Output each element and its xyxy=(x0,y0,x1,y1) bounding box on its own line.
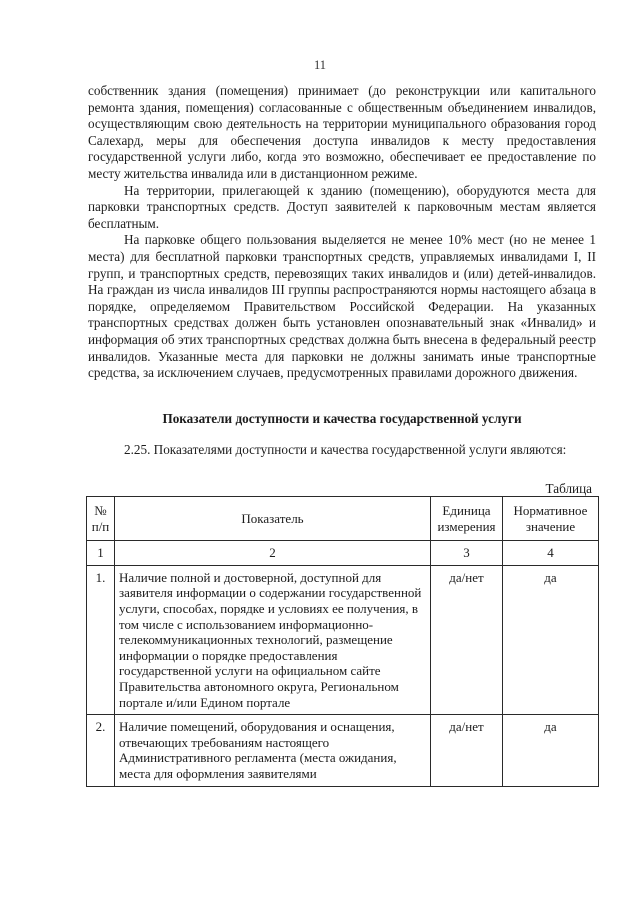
intro-paragraph: 2.25. Показателями доступности и качества государственной услуги являются: xyxy=(124,442,567,457)
header-indicator: Показатель xyxy=(115,497,431,541)
table-row xyxy=(87,715,599,786)
column-index-row xyxy=(87,541,599,566)
paragraph: собственник здания (помещения) принимает (до реконструкции или капитального ремонта здания, помещения) согласованные с общественным объединением инвалидов, осуществляющим свою деятельность на территории муниципального образования город Салехард, меры для обеспечения доступа инвалидов к месту предоставления государственной услуги либо, когда это возможно, обеспечивает ее предоставление по месту жительства инвалида или в дистанционном режиме. xyxy=(88,83,596,181)
row-number: 1. xyxy=(87,565,115,714)
row-unit: да/нет xyxy=(431,715,503,786)
header-num: № п/п xyxy=(87,497,115,541)
column-index: 2 xyxy=(115,541,431,566)
header-unit: Единица измерения xyxy=(431,497,503,541)
row-unit: да/нет xyxy=(431,565,503,714)
row-indicator: Наличие помещений, оборудования и оснащения, отвечающих требованиям настоящего Административного регламента (места ожидания, места для оформления заявителями xyxy=(115,715,431,786)
column-index: 3 xyxy=(431,541,503,566)
table-header-row xyxy=(87,497,599,541)
header-norm: Нормативное значение xyxy=(503,497,599,541)
column-index: 4 xyxy=(503,541,599,566)
indicators-table xyxy=(86,496,599,787)
row-indicator: Наличие полной и достоверной, доступной для заявителя информации о содержании государственной услуги, способах, порядке и условиях ее получения, в том числе с использованием информационно-телекоммуникационных технологий, размещение информации о порядке предоставления государственной услуги на официальном сайте Правительства автономного округа, Региональном портале и/или Едином портале xyxy=(115,565,431,714)
row-norm: да xyxy=(503,715,599,786)
column-index: 1 xyxy=(87,541,115,566)
page-number: 11 xyxy=(313,58,327,72)
paragraph: На парковке общего пользования выделяется не менее 10% мест (но не менее 1 места) для бесплатной парковки транспортных средств, управляемых инвалидами I, II групп, и транспортных средств, перевозящих таких инвалидов и (или) детей-инвалидов. На граждан из числа инвалидов III группы распространяются нормы настоящего абзаца в порядке, определяемом Правительством Российской Федерации. На указанных транспортных средствах должен быть установлен опознавательный знак «Инвалид» и информация об этих транспортных средствах должна быть внесена в федеральный реестр инвалидов. Указанные места для парковки не должны занимать иные транспортные средства, за исключением случаев, предусмотренных правилами дорожного движения. xyxy=(88,232,596,381)
body-text xyxy=(88,83,596,382)
row-norm: да xyxy=(503,565,599,714)
paragraph: На территории, прилегающей к зданию (помещению), оборудуются места для парковки транспортных средств. Доступ заявителей к парковочным местам является бесплатным. xyxy=(88,182,596,231)
row-number: 2. xyxy=(87,715,115,786)
section-heading: Показатели доступности и качества государственной услуги xyxy=(162,411,522,426)
table-row xyxy=(87,565,599,714)
table-caption: Таблица xyxy=(545,481,592,496)
